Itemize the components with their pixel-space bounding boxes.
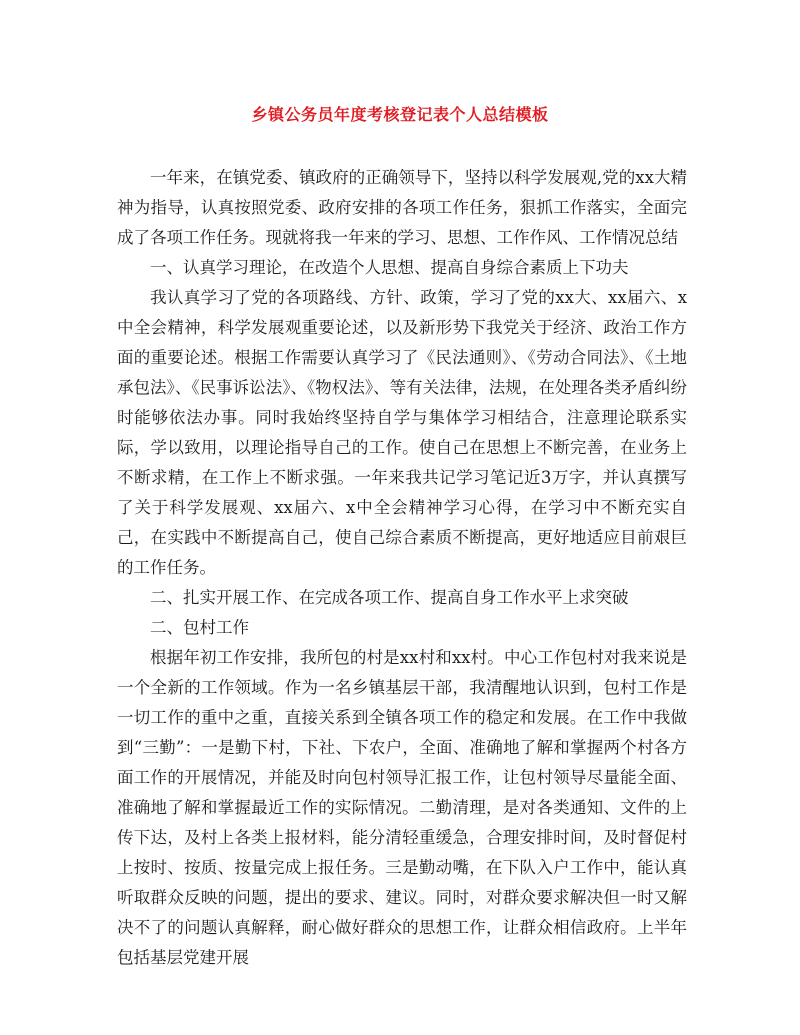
- heading-work-breakthrough: 二、扎实开展工作、在完成各项工作、提高自身工作水平上求突破: [150, 588, 629, 607]
- paragraph-intro: 一年来，在镇党委、镇政府的正确领导下，坚持以科学发展观,党的xx大精神为指导，认真按照党委、政府安排的各项工作任务，狠抓工作落实，全面完成了各项工作任务。现就将我一年来的学习、思想、工作作风、工作情况总结: [117, 168, 687, 247]
- heading-village-work: 二、包村工作: [150, 618, 249, 637]
- paragraph-village-work: 根据年初工作安排，我所包的村是xx村和xx村。中心工作包村对我来说是一个全新的工作领域。作为一名乡镇基层干部，我清醒地认识到，包村工作是一切工作的重中之重，直接关系到全镇各项工作的稳定和发展。在工作中我做到“三勤”：一是勤下村，下社、下农户，全面、准确地了解和掌握两个村各方面工作的开展情况，并能及时向包村领导汇报工作，让包村领导尽量能全面、准确地了解和掌握最近工作的实际情况。二勤清理，是对各类通知、文件的上传下达，及村上各类上报材料，能分清轻重缓急，合理安排时间，及时督促村上按时、按质、按量完成上报任务。三是勤动嘴，在下队入户工作中，能认真听取群众反映的问题，提出的要求、建议。同时，对群众要求解决但一时又解决不了的问题认真解释，耐心做好群众的思想工作，让群众相信政府。上半年包括基层党建开展: [117, 648, 687, 967]
- heading-study-theory: 一、认真学习理论，在改造个人思想、提高自身综合素质上下功夫: [150, 258, 629, 277]
- document-title: 乡镇公务员年度考核登记表个人总结模板: [251, 105, 549, 124]
- paragraph-study-theory: 我认真学习了党的各项路线、方针、政策，学习了党的xx大、xx届六、x中全会精神，科学发展观重要论述，以及新形势下我党关于经济、政治工作方面的重要论述。根据工作需要认真学习了《民法通则》、《劳动合同法》、《土地承包法》、《民事诉讼法》、《物权法》、等有关法律，法规，在处理各类矛盾纠纷时能够依法办事。同时我始终坚持自学与集体学习相结合，注意理论联系实际，学以致用，以理论指导自己的工作。使自己在思想上不断完善，在业务上不断求精，在工作上不断求强。一年来我共记学习笔记近3万字，并认真撰写了关于科学发展观、xx届六、x中全会精神学习心得，在学习中不断充实自己，在实践中不断提高自己，使自己综合素质不断提高，更好地适应目前艰巨的工作任务。: [117, 288, 687, 577]
- document-body: [117, 163, 687, 973]
